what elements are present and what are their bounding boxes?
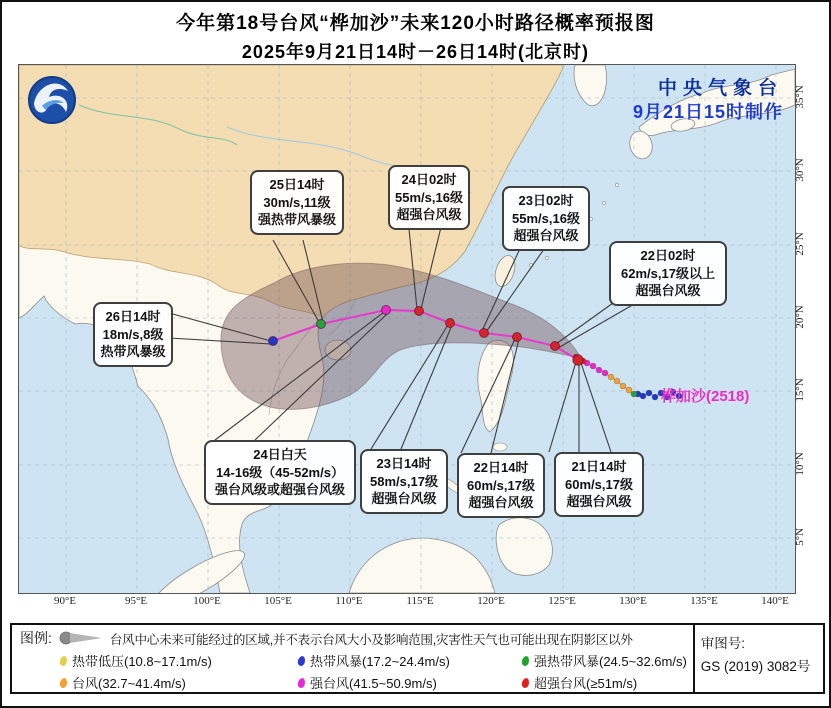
typhoon-name-label: 桦加沙(2518) xyxy=(661,388,750,405)
longitude-axis xyxy=(2,595,831,611)
legend-item xyxy=(60,651,298,670)
lon-tick: 100°E xyxy=(193,595,221,607)
callout-time: 25日14时 xyxy=(269,177,325,192)
callout-26th-14h xyxy=(93,302,173,367)
cma-logo xyxy=(29,77,75,123)
lat-tick: 35°N xyxy=(794,85,806,109)
lon-tick: 95°E xyxy=(124,595,148,607)
callout-wind: 55m/s,16级 xyxy=(512,210,580,226)
legend-item-label: 热带低压(10.8~17.1m/s) xyxy=(72,654,212,669)
lon-tick: 110°E xyxy=(335,595,363,607)
legend-item-label: 台风(32.7~41.4m/s) xyxy=(72,676,186,691)
legend-item-label: 热带风暴(17.2~24.4m/s) xyxy=(310,654,450,669)
lat-tick: 5°N xyxy=(794,528,806,546)
callout-wind: 14-16级（45-52m/s） xyxy=(216,464,344,480)
legend-item xyxy=(298,673,522,692)
agency-name: 中央气象台 xyxy=(657,78,783,99)
tropical-storm-icon xyxy=(297,655,306,666)
callout-23rd-14h xyxy=(360,449,448,514)
severe-typhoon-icon xyxy=(297,677,306,688)
legend-item xyxy=(60,673,298,692)
callout-category: 超强台风级 xyxy=(566,494,632,509)
callout-category: 强台风级或超强台风级 xyxy=(214,482,345,497)
legend-item-label: 超强台风(≥51m/s) xyxy=(534,676,638,691)
callout-category: 超强台风级 xyxy=(468,495,534,510)
callout-category: 超强台风级 xyxy=(513,228,579,243)
callout-category: 超强台风级 xyxy=(371,491,437,506)
super-typhoon-icon xyxy=(521,677,530,688)
tropical-depression-icon xyxy=(59,655,68,666)
callout-time: 24日02时 xyxy=(401,172,457,187)
callout-wind: 55m/s,16级 xyxy=(395,189,463,205)
lon-tick: 105°E xyxy=(264,595,292,607)
legend xyxy=(10,623,825,694)
lon-tick: 130°E xyxy=(619,595,647,607)
legend-left xyxy=(12,625,693,692)
callout-22nd-02h xyxy=(609,241,727,306)
lon-tick: 115°E xyxy=(406,595,434,607)
map-review-number xyxy=(693,625,823,692)
callout-wind: 30m/s,11级 xyxy=(263,194,331,210)
callout-category: 热带风暴级 xyxy=(100,344,166,359)
page-subtitle: 2025年9月21日14时－26日14时(北京时) xyxy=(241,42,590,62)
callout-wind: 18m/s,8级 xyxy=(102,326,164,342)
legend-item xyxy=(298,651,522,670)
review-label: 审图号: xyxy=(700,636,746,651)
callout-24th-daytime xyxy=(204,440,356,505)
callout-time: 26日14时 xyxy=(105,309,161,324)
lat-tick: 15°N xyxy=(794,378,806,402)
typhoon-icon xyxy=(59,677,68,688)
lon-tick: 90°E xyxy=(53,595,77,607)
callout-21st-14h xyxy=(554,452,644,517)
legend-title: 图例: xyxy=(20,630,52,646)
callout-wind: 58m/s,17级 xyxy=(370,473,438,489)
lon-tick: 125°E xyxy=(548,595,576,607)
cone-note: 台风中心未来可能经过的区域,并不表示台风大小及影响范围,灾害性天气也可能出现在阴影区以外 xyxy=(109,632,633,647)
cone-icon xyxy=(58,631,104,645)
callout-time: 23日02时 xyxy=(518,193,574,208)
callout-wind: 60m/s,17级 xyxy=(565,476,633,492)
lon-tick: 135°E xyxy=(690,595,718,607)
legend-item-label: 强台风(41.5~50.9m/s) xyxy=(310,676,437,691)
lat-tick: 10°N xyxy=(794,452,806,476)
callout-time: 21日14时 xyxy=(571,459,627,474)
issue-time: 9月21日15时制作 xyxy=(632,101,783,122)
callout-category: 超强台风级 xyxy=(396,207,462,222)
callout-time: 24日白天 xyxy=(253,447,307,462)
lon-tick: 140°E xyxy=(761,595,789,607)
lat-tick: 20°N xyxy=(794,305,806,329)
callout-25th-14h xyxy=(250,170,344,235)
callout-time: 22日02时 xyxy=(640,248,696,263)
agency-stamp xyxy=(633,77,783,123)
review-number: GS (2019) 3082号 xyxy=(700,658,811,674)
severe-tropical-storm-icon xyxy=(521,655,530,666)
legend-item-label: 强热带风暴(24.5~32.6m/s) xyxy=(534,654,687,669)
callout-time: 23日14时 xyxy=(376,456,432,471)
callout-wind: 62m/s,17级以上 xyxy=(621,265,715,281)
callout-wind: 60m/s,17级 xyxy=(467,477,535,493)
title-block xyxy=(2,8,829,64)
legend-items xyxy=(60,651,687,692)
callout-22nd-14h xyxy=(457,453,545,518)
callout-category: 强热带风暴级 xyxy=(257,212,336,227)
legend-item xyxy=(522,651,687,670)
callout-time: 22日14时 xyxy=(473,460,529,475)
callout-24th-02h xyxy=(388,165,470,230)
lat-tick: 25°N xyxy=(794,232,806,256)
callout-23rd-02h xyxy=(502,186,590,251)
lat-tick: 30°N xyxy=(794,158,806,182)
page-title: 今年第18号台风“桦加沙”未来120小时路径概率预报图 xyxy=(176,13,655,34)
forecast-map xyxy=(18,64,796,594)
legend-item xyxy=(522,673,687,692)
lon-tick: 120°E xyxy=(477,595,505,607)
callout-category: 超强台风级 xyxy=(635,283,701,298)
